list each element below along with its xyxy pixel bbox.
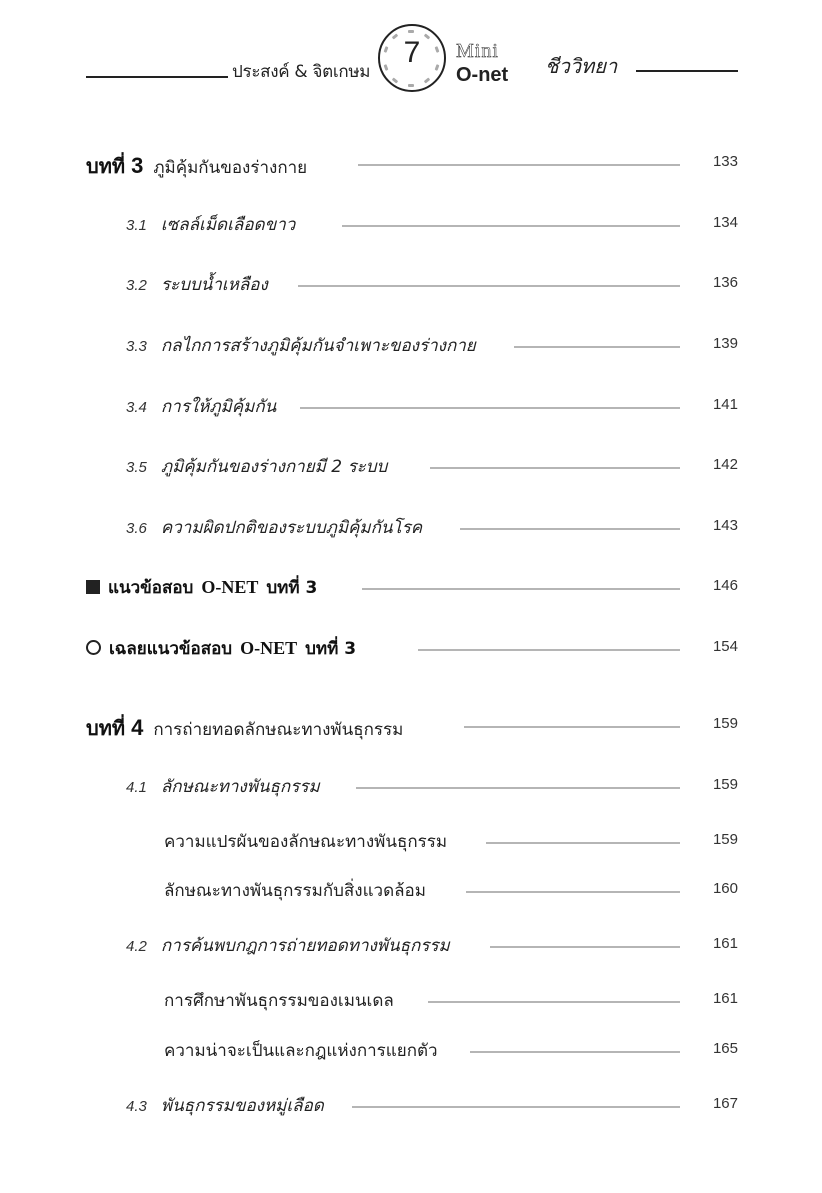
toc-entry-label — [126, 932, 450, 959]
exam-onet-label: O-NET — [240, 638, 298, 658]
badge-decoration — [408, 30, 414, 33]
leader-line — [490, 946, 680, 948]
leader-line — [356, 787, 680, 789]
toc-entry-label — [126, 271, 268, 298]
page-number-ref: 167 — [712, 1095, 738, 1112]
toc-entry-label — [126, 332, 476, 359]
subsection-title: ความแปรผันของลักษณะทางพันธุกรรม — [164, 832, 448, 852]
page-number-ref: 154 — [712, 638, 738, 655]
section-number: 4.3 — [126, 1098, 147, 1115]
leader-line — [358, 164, 680, 166]
leader-line — [342, 225, 680, 227]
toc-entry-section[interactable] — [0, 453, 822, 483]
leader-line — [418, 649, 680, 651]
page-number-ref: 159 — [712, 831, 738, 848]
toc-entry-label — [164, 987, 394, 1014]
toc-entry-section[interactable] — [0, 332, 822, 362]
page-number-ref: 159 — [712, 776, 738, 793]
leader-line — [362, 588, 680, 590]
leader-line — [300, 407, 680, 409]
toc-entry-sub[interactable] — [0, 1037, 822, 1067]
toc-entry-label — [86, 150, 307, 182]
series-logo-onet: O-net — [456, 64, 509, 86]
subsection-title: ลักษณะทางพันธุกรรมกับสิ่งแวดล้อม — [164, 881, 426, 901]
toc-entry-sub[interactable] — [0, 877, 822, 907]
header-subject: ชีววิทยา — [545, 54, 618, 78]
toc-entry-sub[interactable] — [0, 828, 822, 858]
badge-decoration — [408, 84, 414, 87]
page-number-badge — [378, 24, 446, 92]
page-number-ref: 142 — [712, 456, 738, 473]
subsection-title: ความน่าจะเป็นและกฎแห่งการแยกตัว — [164, 1041, 438, 1061]
leader-line — [464, 726, 680, 728]
section-number: 3.3 — [126, 338, 147, 355]
toc-entry-label — [86, 574, 317, 601]
toc-entry-section[interactable] — [0, 393, 822, 423]
toc-entry-section[interactable] — [0, 932, 822, 962]
badge-decoration — [424, 77, 431, 83]
exam-title: เฉลยแนวข้อสอบ — [109, 639, 233, 659]
exam-title: แนวข้อสอบ — [108, 578, 194, 598]
exam-onet-label: O-NET — [201, 577, 259, 597]
toc-entry-chapter[interactable] — [0, 712, 822, 742]
section-number: 3.1 — [126, 217, 147, 234]
toc-entry-section[interactable] — [0, 1092, 822, 1122]
page-number: 7 — [403, 36, 421, 69]
leader-line — [514, 346, 680, 348]
section-number: 3.4 — [126, 399, 147, 416]
subsection-title: การศึกษาพันธุกรรมของเมนเดล — [164, 991, 394, 1011]
toc-entry-label — [126, 211, 295, 238]
page-number-ref: 141 — [712, 396, 738, 413]
toc-entry-label — [126, 453, 387, 480]
toc-entry-label — [126, 393, 276, 420]
toc-entry-exam[interactable] — [0, 574, 822, 604]
toc-entry-section[interactable] — [0, 773, 822, 803]
toc-entry-section[interactable] — [0, 211, 822, 241]
exam-chapter-ref: บทที่ 3 — [266, 578, 318, 598]
section-title: ลักษณะทางพันธุกรรม — [160, 777, 320, 797]
leader-line — [466, 891, 680, 893]
header-rule-left — [86, 76, 228, 78]
section-number: 4.1 — [126, 779, 147, 796]
page-number-ref: 133 — [712, 153, 738, 170]
section-title: เซลล์เม็ดเลือดขาว — [160, 215, 296, 235]
chapter-title: การถ่ายทอดลักษณะทางพันธุกรรม — [153, 720, 404, 740]
series-logo-mini: Mini — [456, 40, 499, 62]
toc-entry-label — [126, 514, 422, 541]
header-authors: ประสงค์ & จิตเกษม — [232, 62, 371, 82]
chapter-prefix: บทที่ — [86, 154, 126, 178]
page-number-ref: 139 — [712, 335, 738, 352]
toc-entry-label — [86, 635, 356, 662]
section-title: กลไกการสร้างภูมิคุ้มกันจำเพาะของร่างกาย — [160, 336, 476, 356]
toc-entry-label — [164, 828, 447, 855]
toc-entry-sub[interactable] — [0, 987, 822, 1017]
section-number: 3.5 — [126, 459, 147, 476]
header-rule-right — [636, 70, 738, 72]
page-number-ref: 143 — [712, 517, 738, 534]
toc-entry-label — [126, 773, 320, 800]
badge-decoration — [392, 77, 399, 83]
toc-entry-label — [126, 1092, 324, 1119]
page-number-ref: 136 — [712, 274, 738, 291]
section-title: การค้นพบกฎการถ่ายทอดทางพันธุกรรม — [160, 936, 450, 956]
section-number: 3.6 — [126, 520, 147, 537]
leader-line — [486, 842, 680, 844]
leader-line — [430, 467, 680, 469]
page-number-ref: 146 — [712, 577, 738, 594]
page-number-ref: 165 — [712, 1040, 738, 1057]
section-title: การให้ภูมิคุ้มกัน — [160, 397, 277, 417]
page-number-ref: 161 — [712, 990, 738, 1007]
page-number-ref: 161 — [712, 935, 738, 952]
section-number: 3.2 — [126, 277, 147, 294]
toc-entry-label — [164, 877, 426, 904]
toc-entry-exam[interactable] — [0, 635, 822, 665]
leader-line — [470, 1051, 680, 1053]
hollow-circle-bullet-icon — [86, 640, 101, 655]
filled-square-bullet-icon — [86, 580, 100, 594]
page-number-ref: 159 — [712, 715, 738, 732]
chapter-number: 3 — [131, 153, 144, 178]
leader-line — [298, 285, 680, 287]
toc-entry-label — [86, 712, 403, 744]
page-number-ref: 160 — [712, 880, 738, 897]
toc-entry-label — [164, 1037, 438, 1064]
exam-chapter-ref: บทที่ 3 — [305, 639, 357, 659]
leader-line — [460, 528, 680, 530]
section-title: ภูมิคุ้มกันของร่างกายมี 2 ระบบ — [160, 457, 388, 477]
section-title: พันธุกรรมของหมู่เลือด — [160, 1096, 324, 1116]
page-number-ref: 134 — [712, 214, 738, 231]
page-header — [0, 0, 822, 110]
section-number: 4.2 — [126, 938, 147, 955]
toc-entry-section[interactable] — [0, 271, 822, 301]
section-title: ความผิดปกติของระบบภูมิคุ้มกันโรค — [160, 518, 423, 538]
leader-line — [428, 1001, 680, 1003]
toc-entry-chapter[interactable] — [0, 150, 822, 180]
toc-entry-section[interactable] — [0, 514, 822, 544]
section-title: ระบบน้ำเหลือง — [160, 275, 268, 295]
leader-line — [352, 1106, 680, 1108]
chapter-prefix: บทที่ — [86, 716, 126, 740]
chapter-number: 4 — [131, 715, 144, 740]
chapter-title: ภูมิคุ้มกันของร่างกาย — [153, 158, 308, 178]
